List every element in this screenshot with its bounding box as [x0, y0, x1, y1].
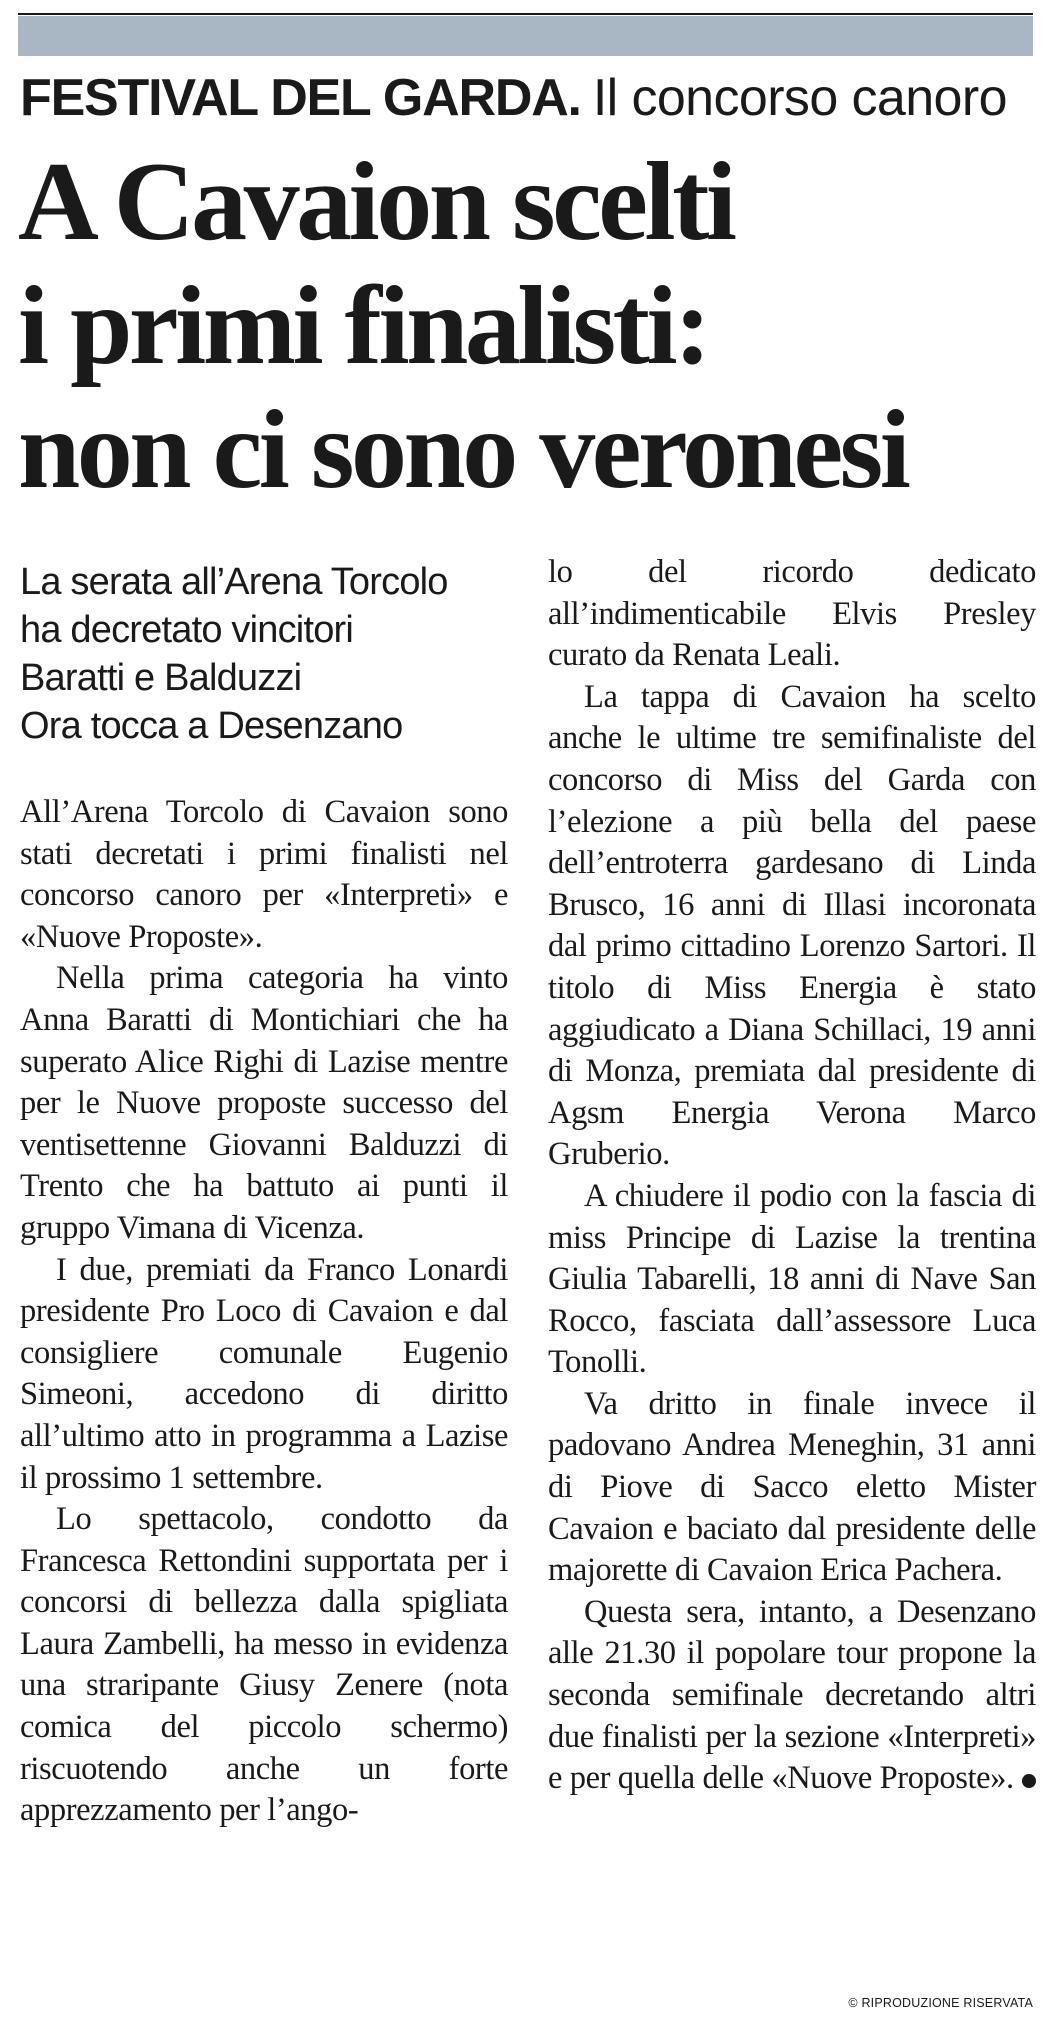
- headline-line: i primi finalisti:: [18, 264, 708, 388]
- right-column: [548, 552, 1036, 1800]
- article-body-right: [548, 552, 1036, 1800]
- left-column: [20, 558, 508, 1832]
- summary-line: Ora tocca a Desenzano: [20, 705, 403, 747]
- article-paragraph: Lo spettacolo, condotto da Francesca Rettondini supportata per i concorsi di bellezza dalla spigliata Laura Zambelli, ha messo in evidenza una straripante Giusy Zenere (nota comica del piccolo schermo) riscuotendo anche un forte apprezzamento per l’ango-: [20, 1501, 508, 1829]
- article-paragraph: La tappa di Cavaion ha scelto anche le ultime tre semifinaliste del concorso di Miss del Garda con l’elezione a più bella del paese dell’entroterra gardesano di Linda Brusco, 16 anni di Illasi incoronata dal primo cittadino Lorenzo Sartori. Il titolo di Miss Energia è stato aggiudicato a Diana Schillaci, 19 anni di Monza, premiata dal presidente di Agsm Energia Verona Marco Gruberio.: [548, 678, 1036, 1173]
- summary-line: La serata all’Arena Torcolo: [20, 561, 448, 603]
- copyright-credit: © RIPRODUZIONE RISERVATA: [848, 1996, 1033, 2010]
- closing-paragraph-text: Questa sera, intanto, a Desenzano alle 21.30 il popolare tour propone la seconda semifinale decretando altri due finalisti per la sezione «Interpreti» e per quella delle «Nuove Proposte».: [548, 1593, 1036, 1797]
- summary-line: Baratti e Balduzzi: [20, 657, 302, 699]
- section-color-band: [18, 16, 1033, 56]
- article-paragraph: Nella prima categoria ha vinto Anna Baratti di Montichiari che ha superato Alice Righi di Lazise mentre per le Nuove proposte successo del ventisettenne Giovanni Balduzzi di Trento che ha battuto ai punti il gruppo Vimana di Vicenza.: [20, 960, 508, 1246]
- article-paragraph: [548, 1592, 1036, 1800]
- headline-line: A Cavaion scelti: [18, 140, 734, 264]
- headline: [18, 140, 1043, 512]
- end-of-article-bullet-icon: [1022, 1774, 1036, 1788]
- kicker-topic: Il concorso canoro: [592, 69, 1007, 127]
- article-paragraph: A chiudere il podio con la fascia di miss Principe di Lazise la trentina Giulia Tabarelli, 18 anni di Nave San Rocco, fasciata dall’assessore Luca Tonolli.: [548, 1177, 1036, 1381]
- summary: [20, 558, 508, 750]
- article-paragraph: I due, premiati da Franco Lonardi presidente Pro Loco di Cavaion e dal consigliere comunale Eugenio Simeoni, accedono di diritto all’ultimo atto in programma a Lazise il prossimo 1 settembre.: [20, 1251, 508, 1496]
- kicker: [20, 68, 1030, 128]
- article-paragraph: Va dritto in finale invece il padovano Andrea Meneghin, 31 anni di Piove di Sacco eletto Mister Cavaion e baciato dal presidente delle majorette di Cavaion Erica Pachera.: [548, 1385, 1036, 1589]
- kicker-section: FESTIVAL DEL GARDA.: [20, 69, 581, 127]
- article-body-left: [20, 792, 508, 1832]
- top-rule: [18, 13, 1033, 15]
- headline-line: non ci sono veronesi: [18, 388, 908, 512]
- summary-line: ha decretato vincitori: [20, 609, 354, 651]
- article-paragraph: lo del ricordo dedicato all’indimenticabile Elvis Presley curato da Renata Leali.: [548, 554, 1036, 674]
- article-paragraph: All’Arena Torcolo di Cavaion sono stati decretati i primi finalisti nel concorso canoro per «Interpreti» e «Nuove Proposte».: [20, 794, 508, 955]
